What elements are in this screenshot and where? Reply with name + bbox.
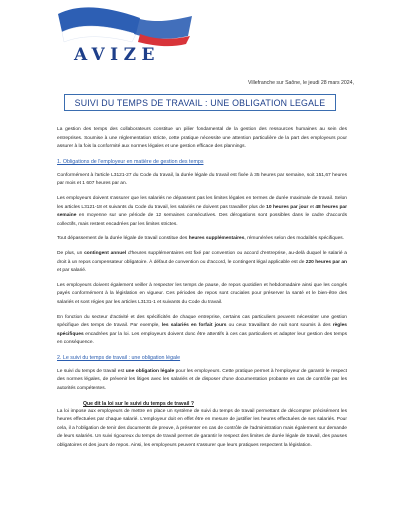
bold-phrase: règles spécifiques — [57, 323, 347, 337]
company-logo — [52, 4, 197, 68]
dateline: Villefranche sur Saône, le jeudi 28 mars 2024, — [247, 80, 354, 86]
paragraph: Tout dépassement de la durée légale de travail constitue des heures supplémentaires, rémunérées selon des modalités spécifiques. — [57, 236, 345, 242]
section-1-heading: 1. Obligations de l'employeur en matière de gestion des temps — [57, 158, 204, 165]
paragraph: Les employeurs doivent s'assurer que les salariés ne dépassent pas les limites légales en termes de durée maximale de travail. Selon les articles L3121-18 et suivants du Code du travail, les salariés ne doivent pas travailler plus de 10 heures par jour et 48 heures par semaine en moyenne sur une période de 12 semaines consécutives. Des dérogations sont possibles dans le cadre d'accords collectifs, mais restent encadrées par les limites strictes. — [57, 195, 347, 227]
bold-phrase: une obligation légale — [125, 368, 175, 374]
section-2-heading: 2. Le suivi du temps de travail : une obligation légale — [57, 354, 181, 361]
paragraph: Les employeurs doivent également veiller à respecter les temps de pause, de repos quotidien et hebdomadaire ainsi que les congés payés conformément à la législation en vigueur. Ces périodes de repos sont cruciales pour préserver la santé et le bien-être des salariés et sont régies par les articles L3131-1 et suivants du Code du travail. — [57, 282, 347, 305]
bold-phrase: contingent annuel — [84, 250, 127, 256]
bold-phrase: les salariés en forfait jours — [161, 323, 227, 329]
bold-phrase: heures supplémentaires — [188, 236, 245, 242]
subsection-question: Que dit la loi sur le suivi du temps de travail ? — [83, 400, 194, 407]
paragraph: En fonction du secteur d'activité et des spécificités de chaque entreprise, certains cas particuliers peuvent nécessiter une gestion spécifique des temps de travail. Par exemple, les salariés en forfait jours ou ceux travaillant de nuit sont soumis à des règles spécifiques encadrées par la loi. Les employeurs doivent donc être attentifs à ces cas particuliers et adapter leur gestion des temps en conséquence. — [57, 314, 347, 346]
bold-phrase: 10 heures par jour — [266, 204, 309, 210]
paragraph: De plus, un contingent annuel d'heures supplémentaires est fixé par convention ou accord d'entreprise, au-delà duquel le salarié a droit à un repos compensateur obligatoire. À défaut de convention ou d'accord, le contingent légal applicable est de 220 heures par an et par salarié. — [57, 250, 347, 274]
bold-phrase: 48 heures par semaine — [57, 204, 347, 219]
document-body — [57, 126, 347, 451]
bold-phrase: 220 heures par an — [305, 259, 347, 265]
paragraph: La loi impose aux employeurs de mettre en place un système de suivi du temps de travail permettant de décompter précisément les heures effectuées par chaque salarié. L'employeur doit en effet être en mesure de justifier les heures effectuées de ses salariés. Pour cela, il a l'obligation de tenir des documents de preuve, à présenter en cas de contrôle de l'administration mais également sur demande de leurs salariés. Un suivi rigoureux du temps de travail permet de garantir le respect des limites de durée légale de travail, des pauses obligatoires et des jours de repos. Ainsi, les employeurs peuvent s'assurer que leurs pratiques respectent la législation. — [57, 408, 347, 449]
paragraph: Conformément à l'article L3121-27 du Code du travail, la durée légale du travail est fixée à 35 heures par semaine, soit 151,67 heures par mois et 1 607 heures par an. — [57, 172, 347, 187]
paragraph: Le suivi du temps de travail est une obligation légale pour les employeurs. Cette pratique permet à l'employeur de garantir le respect des normes légales, de prévenir les litiges avec les salariés et de disposer d'une documentation probante en cas de contrôle par les autorités compétentes. — [57, 368, 347, 392]
title-box — [64, 94, 336, 111]
flag-logo-icon — [52, 4, 197, 50]
logo-wordmark: AVIZE — [74, 45, 160, 65]
intro-paragraph: La gestion des temps des collaborateurs constitue un pilier fondamental de la gestion des ressources humaines au sein des entreprises. Soumise à une réglementation stricte, cette pratique nécessite une attention particulière de la part des employeurs pour assurer à la fois la conformité aux normes légales et une gestion efficace des plannings. — [57, 127, 347, 150]
page-title: SUIVI DU TEMPS DE TRAVAIL : UNE OBLIGATION LEGALE — [74, 97, 326, 108]
